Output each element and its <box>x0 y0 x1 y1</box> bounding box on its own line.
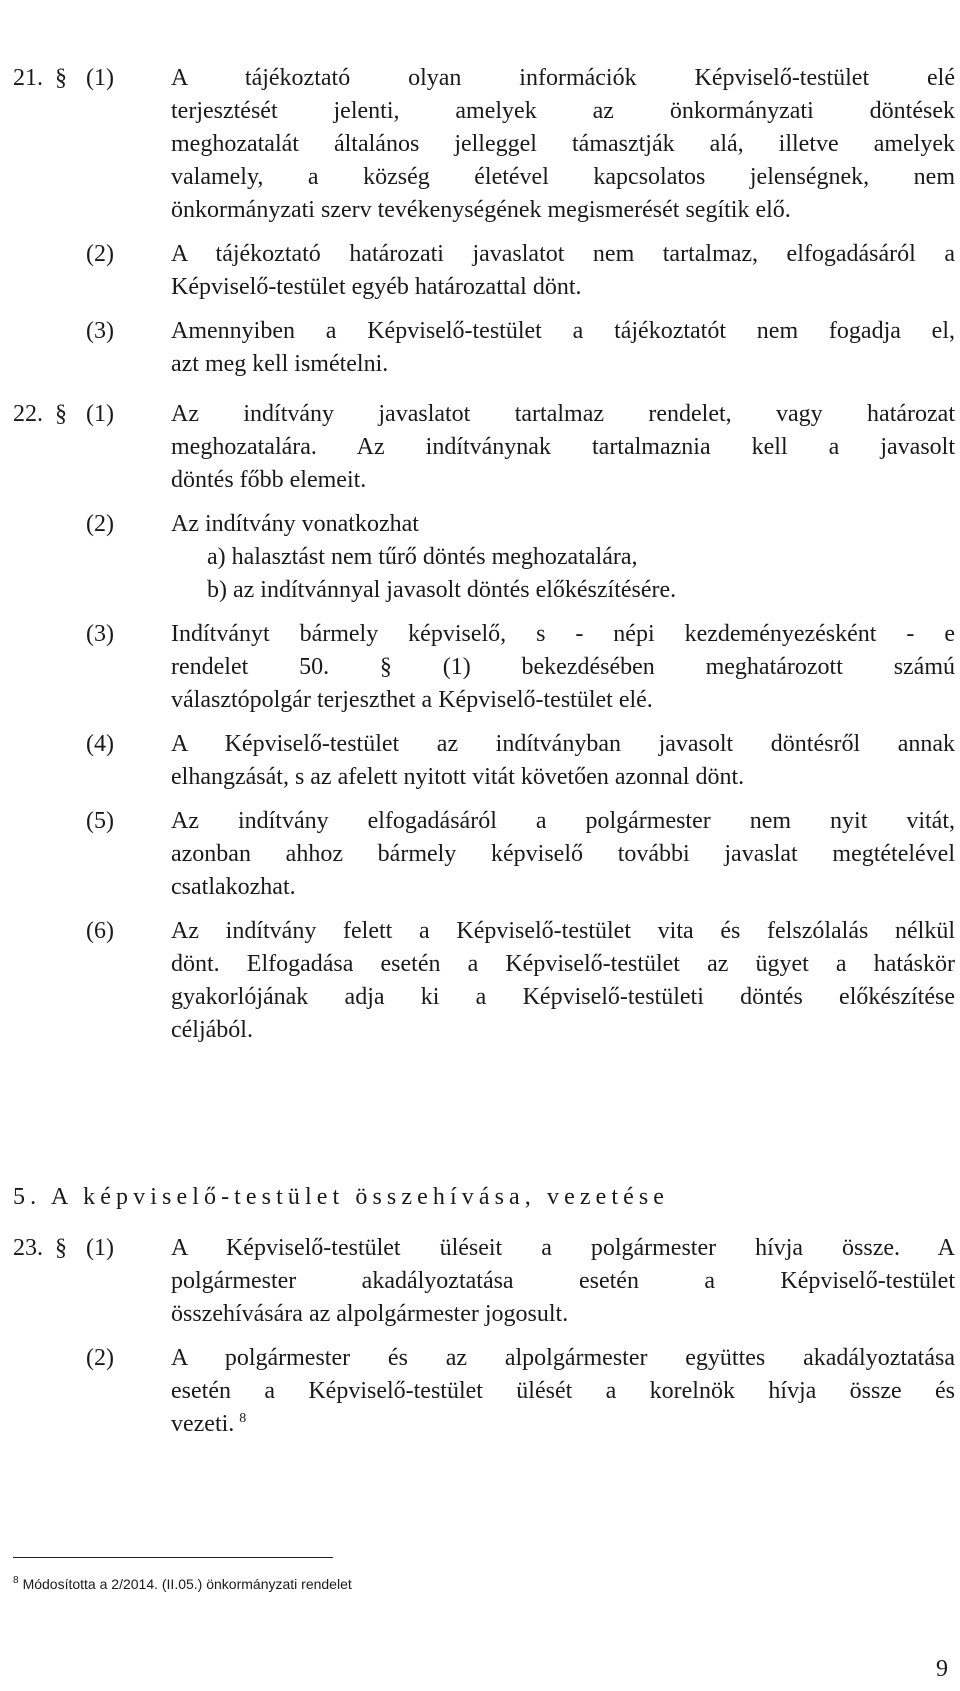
list-item: a) halasztást nem tűrő döntés meghozatalára, <box>207 544 638 570</box>
text-line: valamely, a község életével kapcsolatos jelenségnek, nem <box>171 164 955 190</box>
text-line: Az indítvány javaslatot tartalmaz rendelet, vagy határozat <box>171 401 955 427</box>
page-number: 9 <box>936 1656 948 1682</box>
text-line: polgármester akadályoztatása esetén a Képviselő-testület <box>171 1268 955 1294</box>
text-line: Indítványt bármely képviselő, s - népi kezdeményezésként - e <box>171 621 955 647</box>
text-line: csatlakozhat. <box>171 874 296 900</box>
text-line: Az indítvány vonatkozhat <box>171 511 419 537</box>
text-line: meghozatalát általános jelleggel támasztják alá, illetve amelyek <box>171 131 955 157</box>
paragraph-label: (2) <box>86 1345 114 1371</box>
paragraph-label: (2) <box>86 241 114 267</box>
paragraph-label: (1) <box>86 1235 114 1261</box>
section-symbol: § <box>55 401 67 427</box>
text-line: terjesztését jelenti, amelyek az önkormányzati döntések <box>171 98 955 124</box>
text-line: választópolgár terjeszthet a Képviselő-testület elé. <box>171 687 653 713</box>
section-number: 23. <box>13 1235 43 1261</box>
paragraph-label: (5) <box>86 808 114 834</box>
paragraph-label: (6) <box>86 918 114 944</box>
text-line: A polgármester és az alpolgármester együttes akadályoztatása <box>171 1345 955 1371</box>
section-symbol: § <box>55 65 67 91</box>
text-line: A Képviselő-testület üléseit a polgármester hívja össze. A <box>171 1235 955 1261</box>
text-line: gyakorlójának adja ki a Képviselő-testületi döntés előkészítése <box>171 984 955 1010</box>
text-line: Képviselő-testület egyéb határozattal dönt. <box>171 274 582 300</box>
text-line: döntés főbb elemeit. <box>171 467 367 493</box>
text-line: Az indítvány felett a Képviselő-testület vita és felszólalás nélkül <box>171 918 955 944</box>
paragraph-label: (1) <box>86 65 114 91</box>
text-line: azonban ahhoz bármely képviselő további javaslat megtételével <box>171 841 955 867</box>
text-line: A tájékoztató határozati javaslatot nem tartalmaz, elfogadásáról a <box>171 241 955 267</box>
text-line: esetén a Képviselő-testület ülését a korelnök hívja össze és <box>171 1378 955 1404</box>
paragraph-label: (4) <box>86 731 114 757</box>
paragraph-label: (3) <box>86 621 114 647</box>
text-line: Az indítvány elfogadásáról a polgármester nem nyit vitát, <box>171 808 955 834</box>
paragraph-label: (3) <box>86 318 114 344</box>
text-line: önkormányzati szerv tevékenységének megismerését segítik elő. <box>171 197 791 223</box>
list-item: b) az indítvánnyal javasolt döntés előkészítésére. <box>207 577 677 603</box>
chapter-heading: 5. A képviselő-testület összehívása, vezetése <box>13 1184 670 1210</box>
text-line: dönt. Elfogadása esetén a Képviselő-testület az ügyet a hatáskör <box>171 951 955 977</box>
text-line: vezeti. <box>171 1411 235 1437</box>
text-line: céljából. <box>171 1017 253 1043</box>
text-line: elhangzását, s az afelett nyitott vitát követően azonnal dönt. <box>171 764 745 790</box>
footnote-mark: 8 <box>13 1575 19 1587</box>
paragraph-label: (2) <box>86 511 114 537</box>
section-symbol: § <box>55 1235 67 1261</box>
text-line: rendelet 50. § (1) bekezdésében meghatározott számú <box>171 654 955 680</box>
text-line-with-footnote <box>171 1408 246 1441</box>
text-line: A Képviselő-testület az indítványban javasolt döntésről annak <box>171 731 955 757</box>
footnote <box>13 1575 352 1593</box>
text-line: A tájékoztató olyan információk Képviselő-testület elé <box>171 65 955 91</box>
section-number: 21. <box>13 65 43 91</box>
footnote-divider <box>13 1557 333 1558</box>
text-line: Amennyiben a Képviselő-testület a tájékoztatót nem fogadja el, <box>171 318 955 344</box>
text-line: meghozatalára. Az indítványnak tartalmaznia kell a javasolt <box>171 434 955 460</box>
footnote-reference[interactable]: 8 <box>239 1411 247 1426</box>
text-line: azt meg kell ismételni. <box>171 351 389 377</box>
paragraph-label: (1) <box>86 401 114 427</box>
text-line: összehívására az alpolgármester jogosult. <box>171 1301 569 1327</box>
section-number: 22. <box>13 401 43 427</box>
footnote-text: Módosította a 2/2014. (II.05.) önkormányzati rendelet <box>22 1576 352 1592</box>
